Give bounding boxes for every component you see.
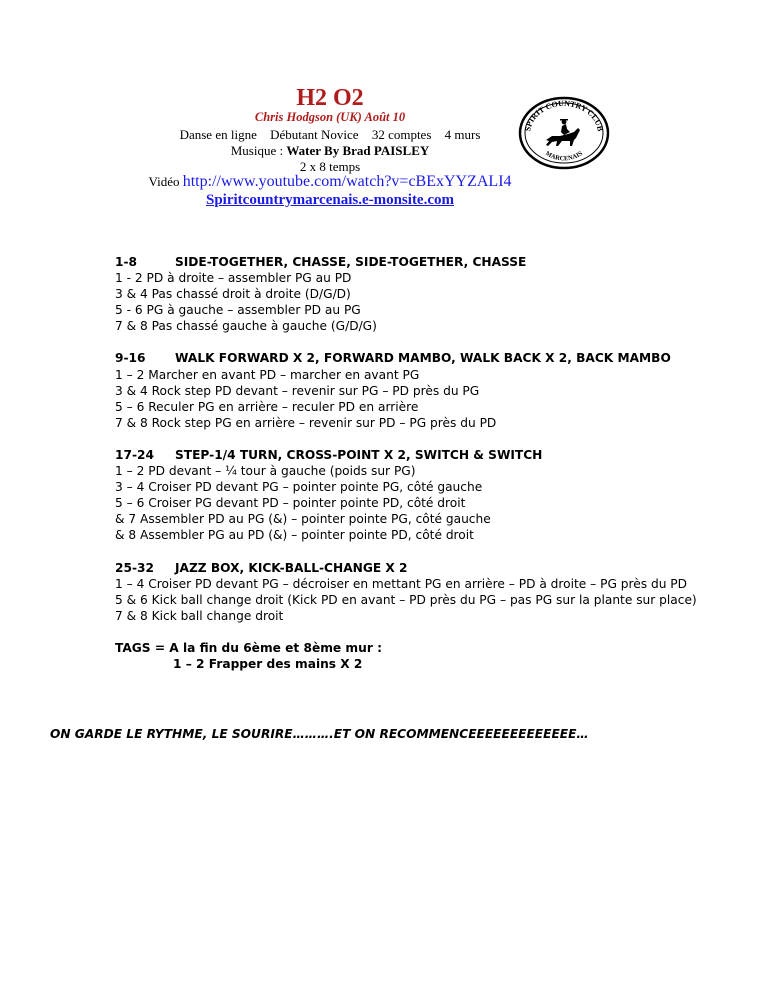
music-label: Musique : (230, 143, 287, 158)
section-title: JAZZ BOX, KICK-BALL-CHANGE X 2 (175, 560, 408, 575)
section-number: 17-24 (115, 447, 154, 462)
counts-line: 2 x 8 temps (299, 159, 361, 174)
footer-slogan: ON GARDE LE RYTHME, LE SOURIRE……….ET ON RECOMMENCEEEEEEEEEEEEE… (50, 727, 589, 741)
section-25-32 (115, 560, 755, 624)
step-line: 1 – 2 Marcher en avant PD – marcher en avant PG (115, 367, 420, 382)
step-line: 5 - 6 PG à gauche – assembler PD au PG (115, 303, 361, 318)
video-link[interactable]: http://www.youtube.com/watch?v=cBExYYZALI4 (182, 173, 512, 190)
step-line: 1 – 4 Croiser PD devant PG – décroiser en mettant PG en arrière – PD à droite – PG près du PD (115, 576, 688, 591)
section-number: 1-8 (115, 255, 138, 269)
section-title: WALK FORWARD X 2, FORWARD MAMBO, WALK BACK X 2, BACK MAMBO (175, 351, 671, 366)
step-line: 3 & 4 Rock step PD devant – revenir sur PG – PD près du PG (115, 383, 480, 398)
section-heading (115, 447, 755, 463)
video-line (0, 173, 660, 191)
step-line: 7 & 8 Pas chassé gauche à gauche (G/D/G) (115, 319, 377, 334)
tags-block (115, 640, 755, 672)
step-line: 3 – 4 Croiser PD devant PG – pointer pointe PG, côté gauche (115, 480, 483, 495)
club-logo (518, 96, 610, 170)
title: H2 O2 (296, 85, 364, 111)
step-line: & 7 Assembler PD au PG (&) – pointer pointe PG, côté gauche (115, 512, 491, 527)
dance-type: Danse en ligne (179, 127, 257, 142)
section-title: STEP-1/4 TURN, CROSS-POINT X 2, SWITCH & SWITCH (175, 447, 543, 462)
section-title: SIDE-TOGETHER, CHASSE, SIDE-TOGETHER, CHASSE (175, 255, 527, 269)
step-sheet (115, 254, 755, 688)
dance-counts: 32 comptes (371, 127, 432, 142)
author-line: Chris Hodgson (UK) Août 10 (254, 110, 406, 124)
site-link[interactable]: Spiritcountrymarcenais.e-monsite.com (205, 192, 454, 208)
tags-detail: 1 – 2 Frapper des mains X 2 (173, 656, 363, 671)
step-line: 5 – 6 Croiser PG devant PD – pointer pointe PD, côté droit (115, 496, 466, 511)
section-heading (115, 560, 755, 576)
section-heading (115, 350, 755, 366)
section-number: 25-32 (115, 560, 154, 575)
step-line: 3 & 4 Pas chassé droit à droite (D/G/D) (115, 287, 351, 302)
dance-level: Débutant Novice (270, 127, 359, 142)
step-line: 5 & 6 Kick ball change droit (Kick PD en avant – PD près du PG – pas PG sur la plante sur place) (115, 592, 697, 607)
step-line: & 8 Assembler PG au PD (&) – pointer pointe PD, côté droit (115, 528, 474, 543)
logo-bottom-text: MARCENAIS (544, 150, 585, 163)
section-9-16 (115, 350, 755, 430)
step-line: 1 - 2 PD à droite – assembler PG au PD (115, 271, 352, 286)
step-line: 7 & 8 Kick ball change droit (115, 608, 284, 623)
logo-top-text: SPIRIT COUNTRY CLUB (523, 98, 605, 133)
section-number: 9-16 (115, 351, 146, 366)
section-17-24 (115, 447, 755, 544)
step-line: 1 – 2 PD devant – ¼ tour à gauche (poids sur PG) (115, 464, 416, 479)
video-label: Vidéo (148, 174, 183, 189)
dance-walls: 4 murs (444, 127, 481, 142)
step-line: 5 – 6 Reculer PG en arrière – reculer PD en arrière (115, 399, 419, 414)
section-heading (115, 254, 755, 270)
tags-line: TAGS = A la fin du 6ème et 8ème mur : (115, 640, 382, 655)
section-1-8 (115, 254, 755, 334)
music-value: Water By Brad PAISLEY (286, 143, 430, 158)
step-line: 7 & 8 Rock step PG en arrière – revenir sur PD – PG près du PD (115, 415, 497, 430)
